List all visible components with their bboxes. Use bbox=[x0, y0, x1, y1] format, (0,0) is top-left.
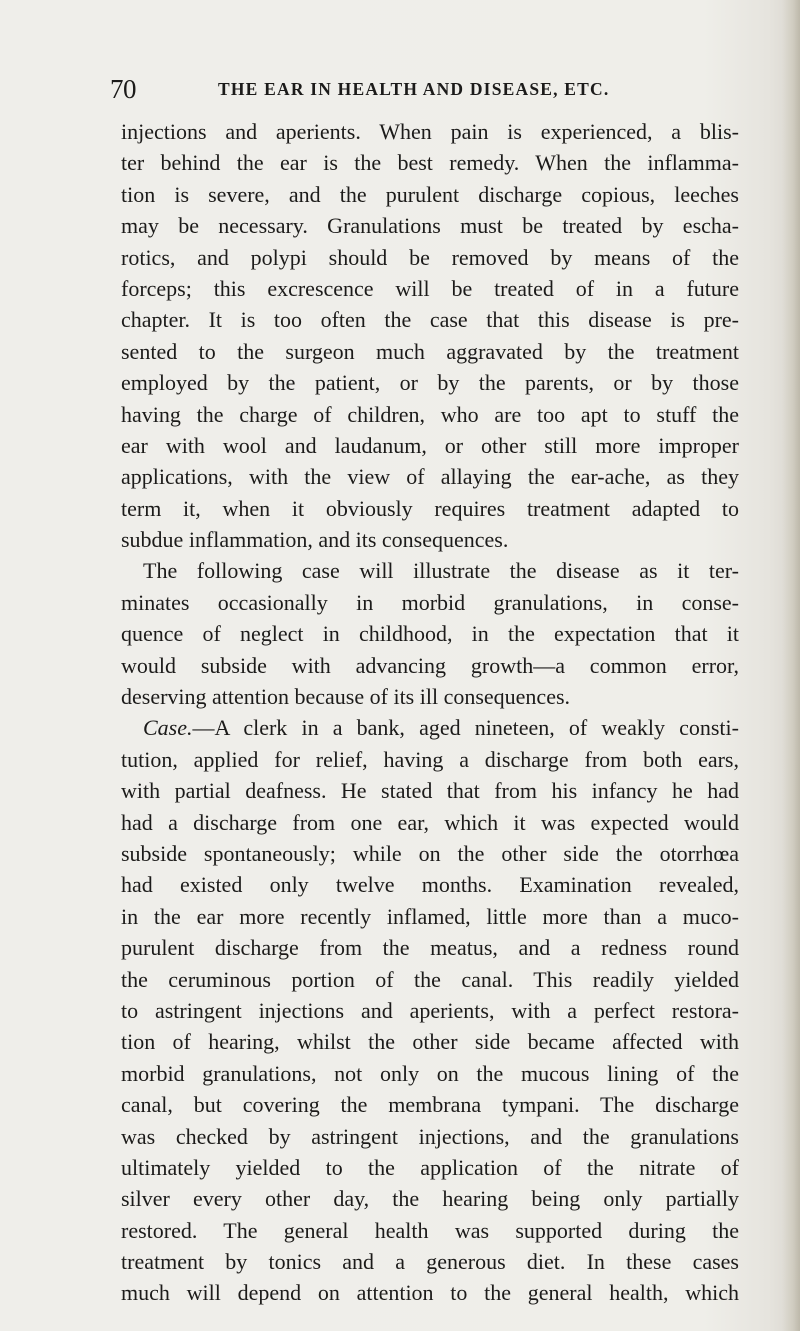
body-text bbox=[121, 116, 739, 1306]
text-line: to astringent injections and aperients, with a perfect restora- bbox=[121, 997, 739, 1023]
text-line: was checked by astringent injections, and the granulations bbox=[121, 1123, 739, 1149]
text-line: silver every other day, the hearing being only partially bbox=[121, 1186, 739, 1212]
text-line: may be necessary. Granulations must be treated by escha- bbox=[121, 213, 739, 239]
text-line: ultimately yielded to the application of the nitrate of bbox=[121, 1154, 739, 1180]
text-line: the ceruminous portion of the canal. This readily yielded bbox=[121, 966, 739, 992]
text-line: having the charge of children, who are too apt to stuff the bbox=[121, 401, 739, 427]
running-title: THE EAR IN HEALTH AND DISEASE, ETC. bbox=[218, 79, 610, 99]
text-line: forceps; this excrescence will be treated of in a future bbox=[121, 275, 739, 301]
case-label: Case. bbox=[143, 715, 193, 741]
text-line: had a discharge from one ear, which it was expected would bbox=[121, 809, 739, 835]
text-line: canal, but covering the membrana tympani. The discharge bbox=[121, 1092, 739, 1118]
text-line: deserving attention because of its ill consequences. bbox=[121, 684, 571, 710]
text-line: sented to the surgeon much aggravated by the treatment bbox=[121, 338, 739, 364]
text-line: subside spontaneously; while on the other side the otorrhœa bbox=[121, 840, 739, 866]
text-line: treatment by tonics and a generous diet. In these cases bbox=[121, 1249, 739, 1275]
text-line: employed by the patient, or by the parents, or by those bbox=[121, 370, 739, 396]
text-line: minates occasionally in morbid granulations, in conse- bbox=[121, 589, 739, 615]
text-line: quence of neglect in childhood, in the expectation that it bbox=[121, 621, 739, 647]
page-number: 70 bbox=[110, 74, 136, 104]
text-line: restored. The general health was supported during the bbox=[121, 1217, 739, 1243]
page-edge-shadow bbox=[782, 0, 800, 1331]
text-line: rotics, and polypi should be removed by means of the bbox=[121, 244, 739, 270]
text-line: The following case will illustrate the disease as it ter- bbox=[143, 558, 739, 584]
text-line: in the ear more recently inflamed, little more than a muco- bbox=[121, 903, 739, 929]
text-line: tution, applied for relief, having a discharge from both ears, bbox=[121, 746, 739, 772]
text-line: had existed only twelve months. Examination revealed, bbox=[121, 872, 739, 898]
text-line: with partial deafness. He stated that from his infancy he had bbox=[121, 778, 739, 804]
text-line: much will depend on attention to the general health, which bbox=[121, 1280, 739, 1306]
text-line: morbid granulations, not only on the mucous lining of the bbox=[121, 1060, 739, 1086]
text-line: applications, with the view of allaying the ear-ache, as they bbox=[121, 464, 739, 490]
text-line: tion is severe, and the purulent discharge copious, leeches bbox=[121, 181, 739, 207]
text-line: chapter. It is too often the case that this disease is pre- bbox=[121, 307, 739, 333]
case-line-text: —A clerk in a bank, aged nineteen, of weakly consti- bbox=[192, 715, 739, 741]
text-line: purulent discharge from the meatus, and a redness round bbox=[121, 935, 739, 961]
text-line: tion of hearing, whilst the other side became affected with bbox=[121, 1029, 739, 1055]
text-line: would subside with advancing growth—a common error, bbox=[121, 652, 739, 678]
page-header bbox=[110, 72, 750, 106]
text-line: term it, when it obviously requires treatment adapted to bbox=[121, 495, 739, 521]
text-line: ter behind the ear is the best remedy. When the inflamma- bbox=[121, 150, 739, 176]
text-line: ear with wool and laudanum, or other still more improper bbox=[121, 432, 739, 458]
text-line: subdue inflammation, and its consequences. bbox=[121, 527, 509, 553]
text-line: injections and aperients. When pain is experienced, a blis- bbox=[121, 119, 739, 144]
case-paragraph-first-line bbox=[121, 712, 739, 743]
